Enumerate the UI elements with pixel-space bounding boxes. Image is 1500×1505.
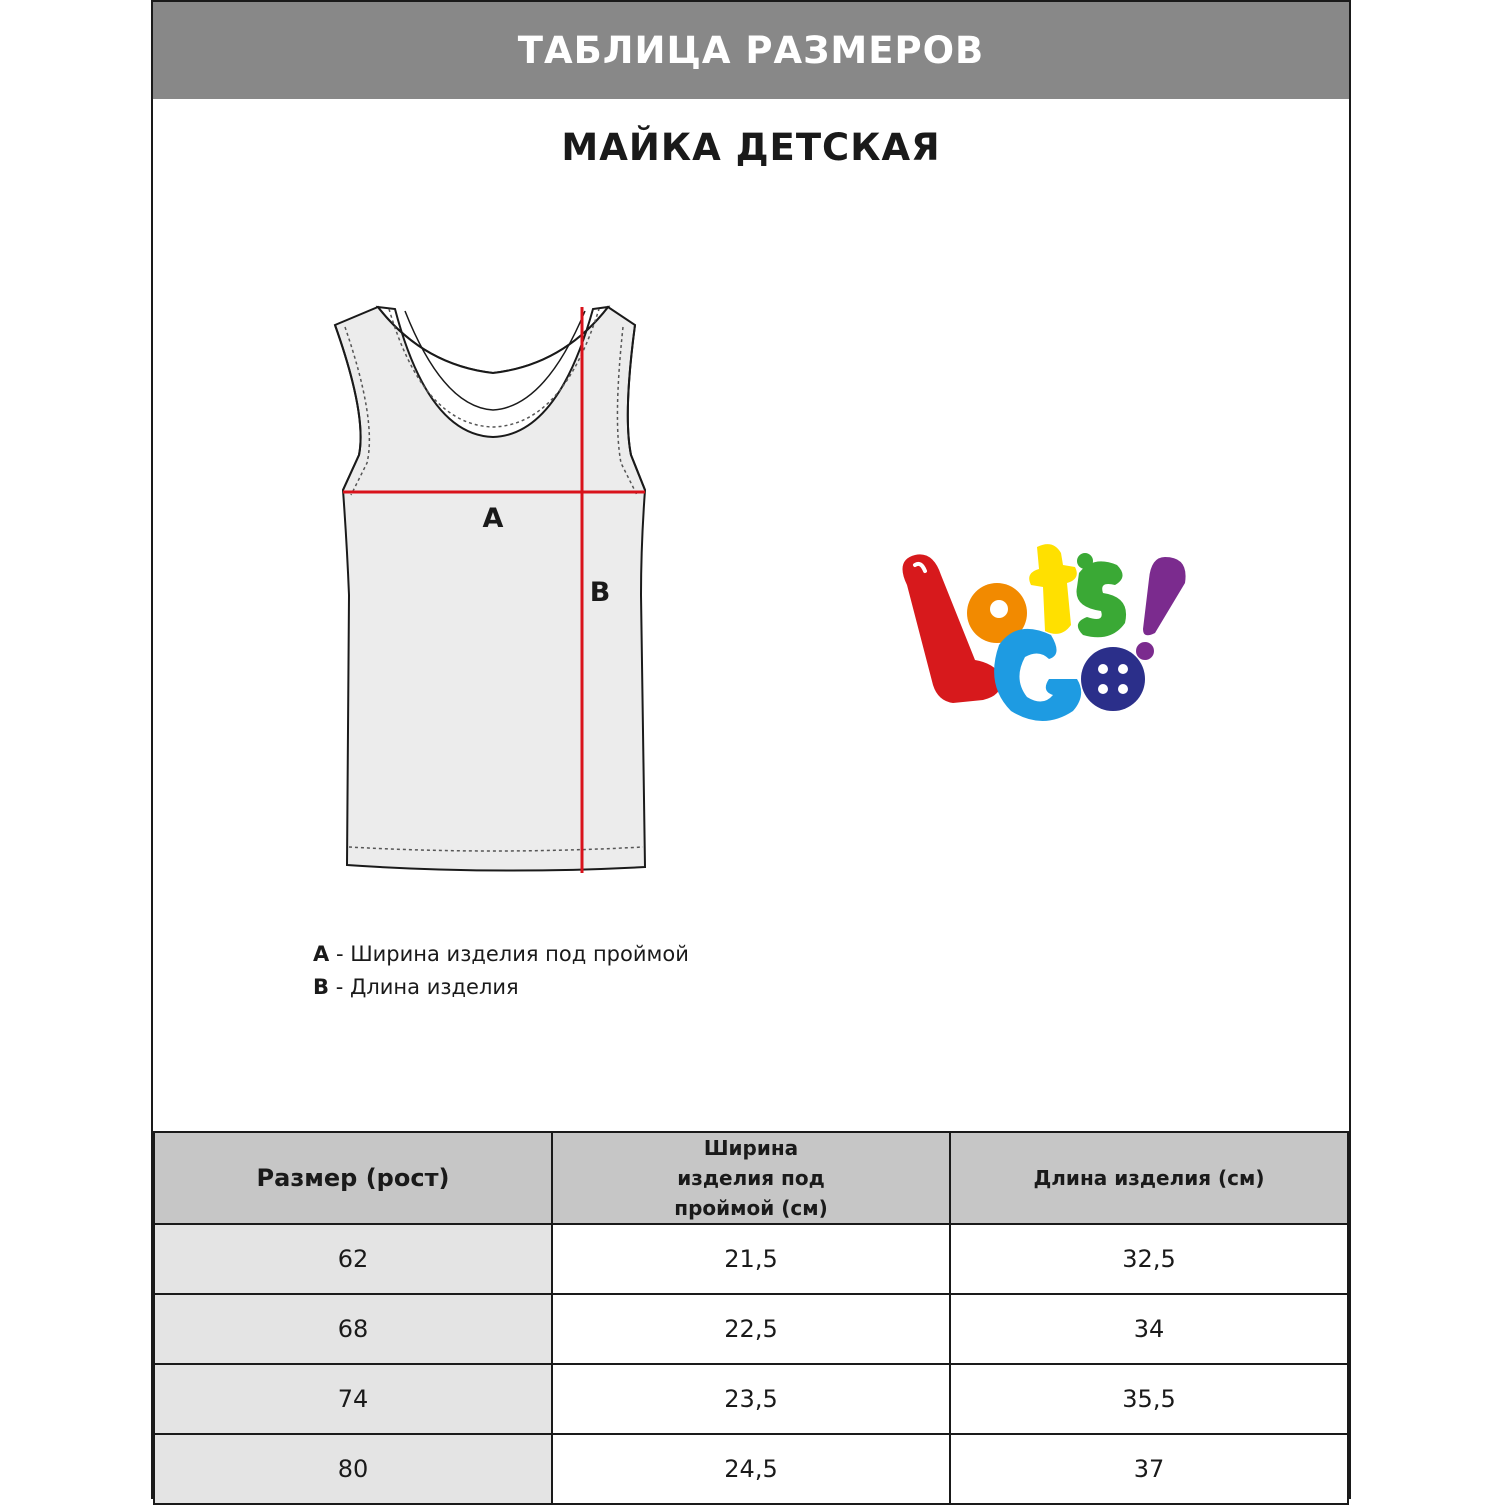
width-cell: 22,5 xyxy=(552,1294,950,1364)
header-bar xyxy=(153,0,1349,99)
chart-title: ТАБЛИЦА РАЗМЕРОВ xyxy=(517,29,985,72)
product-title: МАЙКА ДЕТСКАЯ xyxy=(561,126,941,169)
tank-top-diagram xyxy=(323,295,663,895)
column-header-size: Размер (рост) xyxy=(154,1132,552,1224)
table-row xyxy=(154,1294,1348,1364)
size-cell: 68 xyxy=(154,1294,552,1364)
measurement-legend xyxy=(313,938,689,1004)
lets-go-logo xyxy=(893,535,1203,735)
logo-button-hole-2 xyxy=(1118,664,1128,674)
table-row xyxy=(154,1434,1348,1504)
logo-letter-o xyxy=(1081,647,1145,711)
length-cell: 32,5 xyxy=(950,1224,1348,1294)
size-cell: 62 xyxy=(154,1224,552,1294)
logo-exclamation-dot xyxy=(1136,642,1154,660)
logo-button-hole-1 xyxy=(1098,664,1108,674)
logo-letter-s xyxy=(1077,561,1127,637)
width-cell: 23,5 xyxy=(552,1364,950,1434)
logo-button-hole-3 xyxy=(1098,684,1108,694)
length-cell: 35,5 xyxy=(950,1364,1348,1434)
table-row xyxy=(154,1224,1348,1294)
legend-item-a: A - Ширина изделия под проймой xyxy=(313,942,689,966)
measure-label-a: A xyxy=(482,503,504,534)
table-row xyxy=(154,1364,1348,1434)
logo-button-hole-4 xyxy=(1118,684,1128,694)
column-header-length: Длина изделия (см) xyxy=(950,1132,1348,1224)
length-cell: 34 xyxy=(950,1294,1348,1364)
width-cell: 24,5 xyxy=(552,1434,950,1504)
measure-label-b: B xyxy=(589,577,611,608)
legend-item-b: B - Длина изделия xyxy=(313,975,519,999)
length-cell: 37 xyxy=(950,1434,1348,1504)
logo-letter-e-hole xyxy=(990,600,1008,618)
width-cell: 21,5 xyxy=(552,1224,950,1294)
column-header-width: Ширина изделия под проймой (см) xyxy=(552,1132,950,1224)
size-chart-frame xyxy=(151,0,1351,1499)
size-table xyxy=(153,1131,1349,1505)
table-header-row xyxy=(154,1132,1348,1224)
logo-exclamation xyxy=(1143,557,1186,635)
size-cell: 74 xyxy=(154,1364,552,1434)
size-cell: 80 xyxy=(154,1434,552,1504)
logo-letter-t xyxy=(1029,544,1077,634)
logo-apostrophe xyxy=(1077,553,1093,569)
logo-letter-g xyxy=(994,629,1081,721)
